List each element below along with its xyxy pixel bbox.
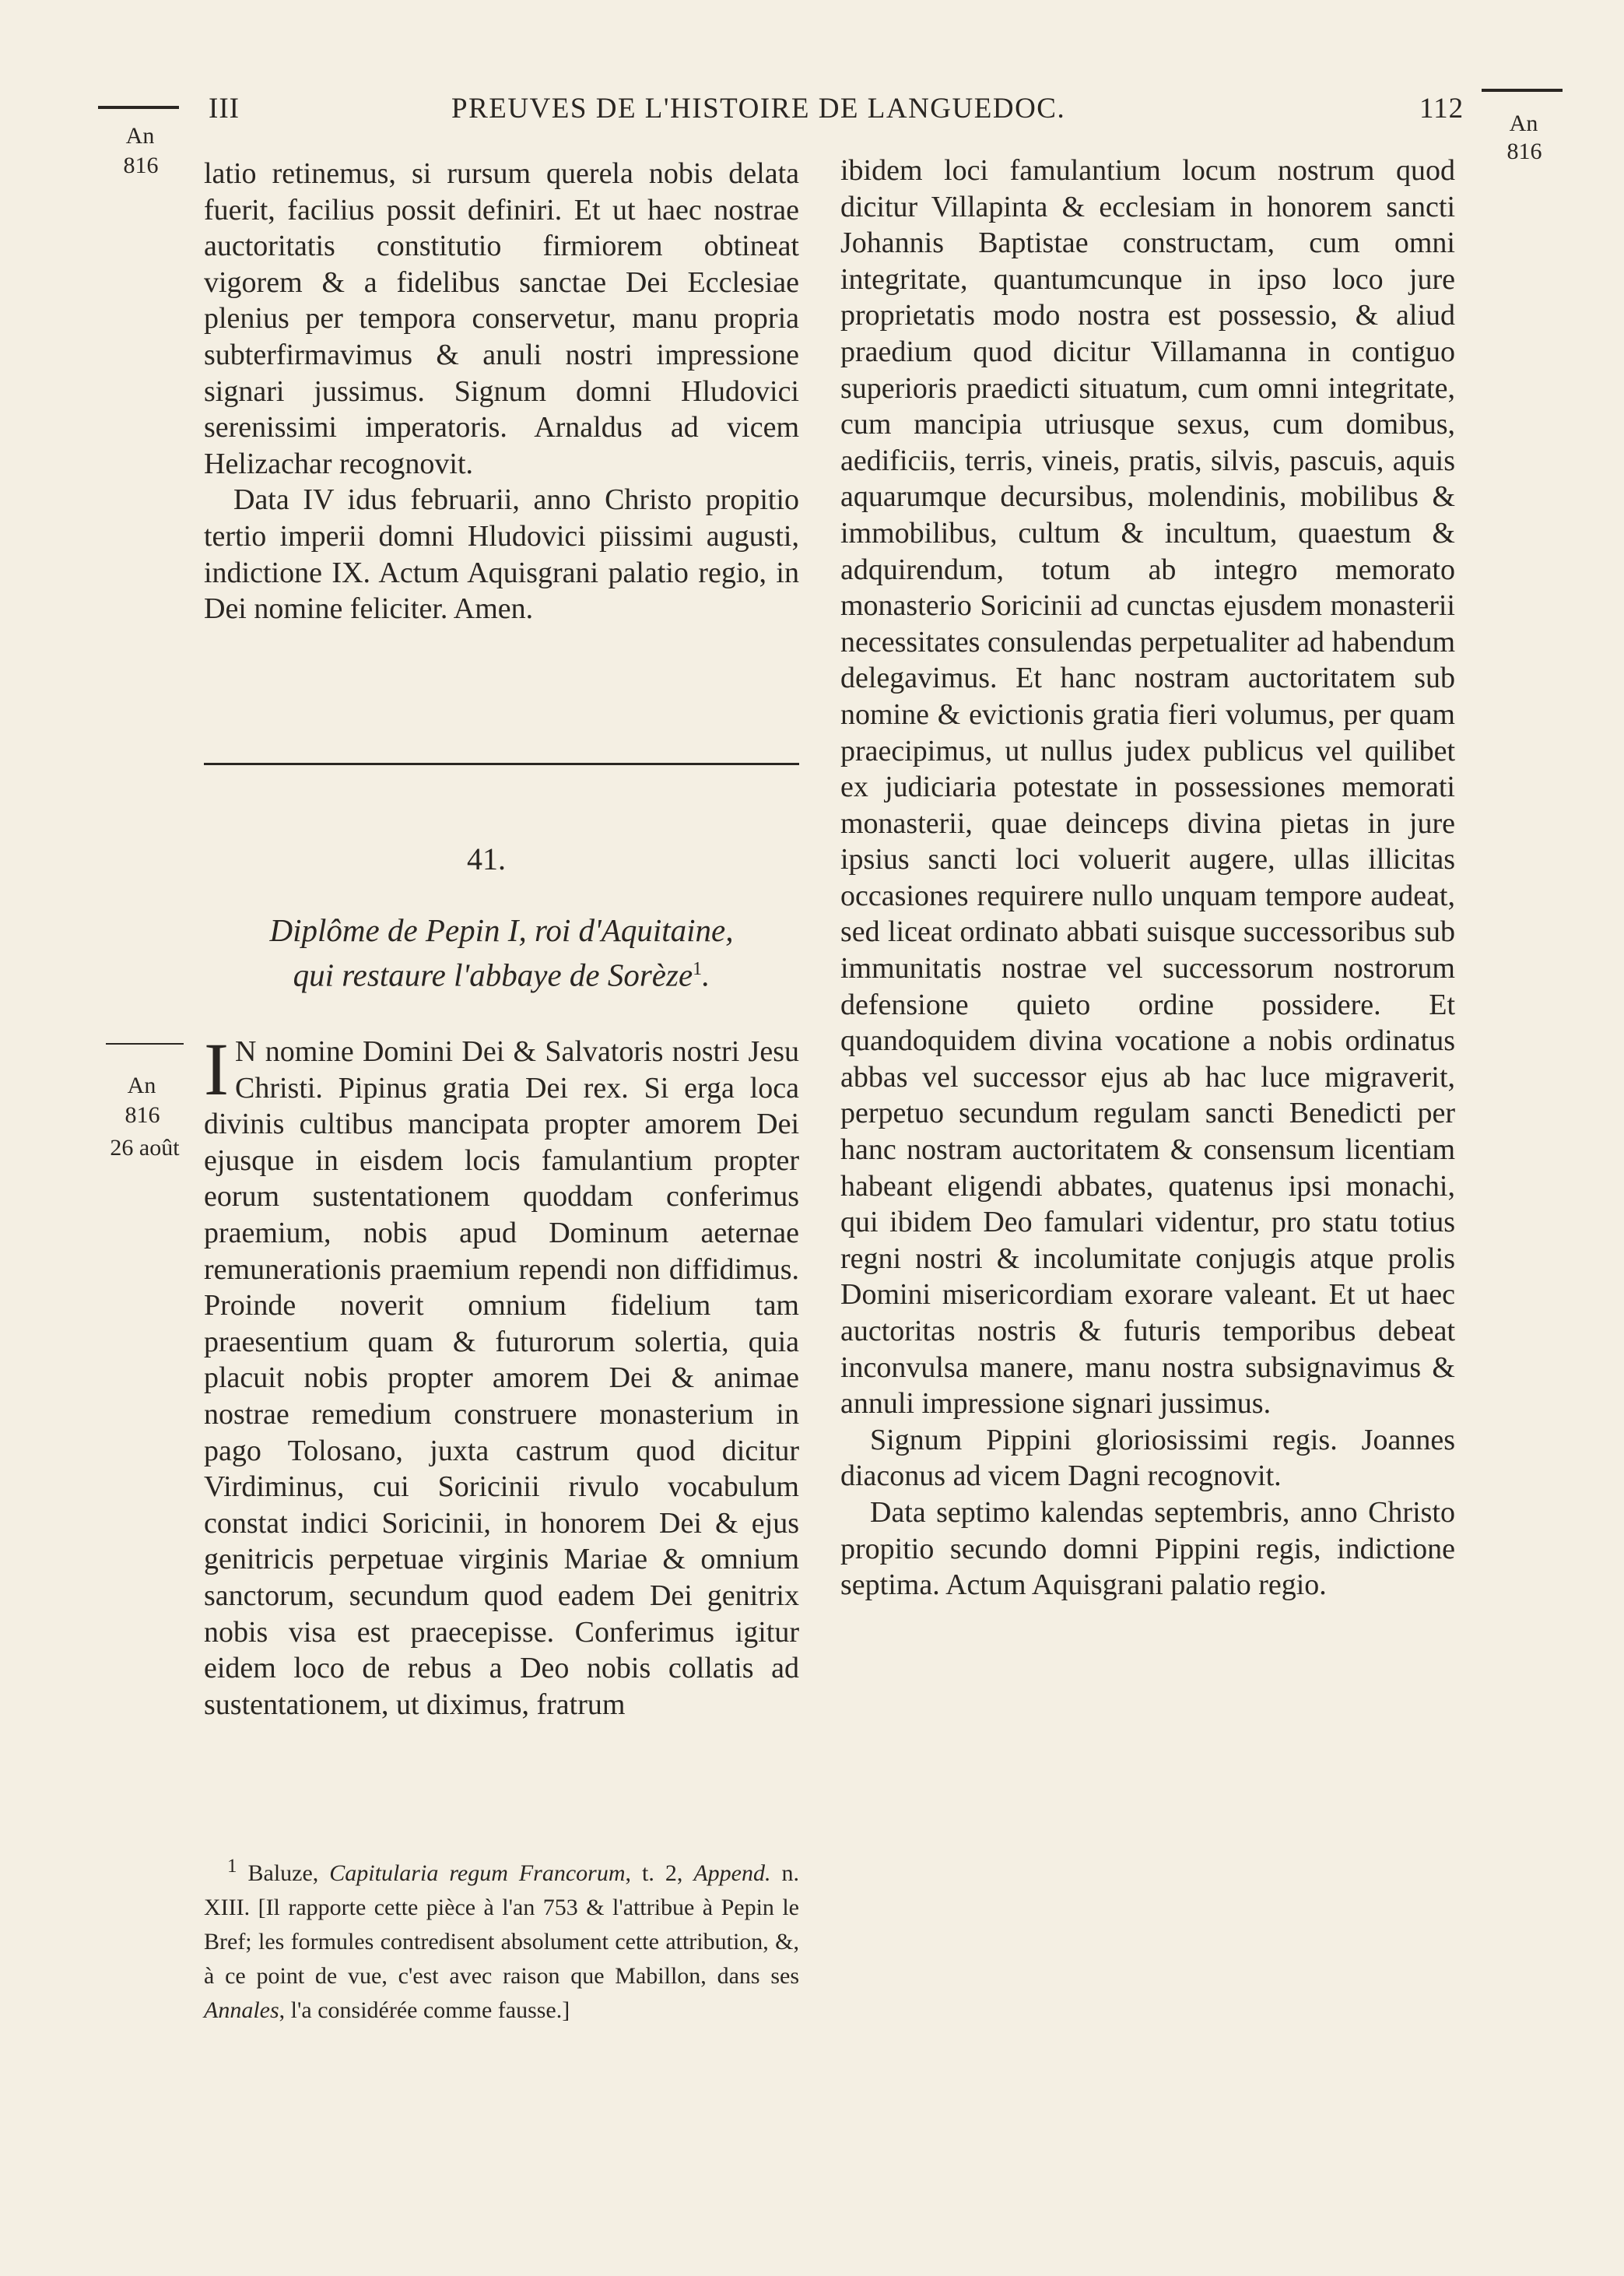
left-paragraph-1: latio retinemus, si rursum querela nobis delata fuerit, facilius possit definiri. Et ut haec nostrae auctoritatis constitutio firmiorem obtineat vigorem & a fidelibus sanctae Dei Ecclesiae plenius per tempora conservetur, manu propria subterfirmavimus & anuli nostri impressione signari jussimus. Signum domni Hludovici serenissimi imperatoris. Arnaldus ad vicem Helizachar recognovit. — [204, 157, 799, 480]
footnote-text-3: n. XIII. [Il rapporte cette pièce à l'an 753 & l'attribue à Pepin le Bref; les formules contredisent absolument cette attribution, &, à ce point de vue, c'est avec raison que Mabillon, dans ses — [204, 1860, 799, 1989]
document-title-line-1: Diplôme de Pepin I, roi d'Aquitaine, — [269, 912, 734, 948]
margin-year-top-left: 816 — [123, 153, 159, 178]
right-paragraph-2: Signum Pippini gloriosissimi regis. Joannes diaconus ad vicem Dagni recognovit. — [840, 1423, 1455, 1493]
left-page-number: III — [209, 93, 240, 125]
right-paragraph-1: ibidem loci famulantium locum nostrum quod dicitur Villapinta & ecclesiam in honorem sancti Johannis Baptistae constructam, cum omni integritate, quantumcunque in ipso loco jure proprietatis modo nostra est possessio, & aliud praedium quod dicitur Villamanna in contiguo superioris praedicti situatum, cum omni integritate, cum mancipia utriusque sexus, cum domibus, aedificiis, terris, vineis, pratis, silvis, pascuis, aquis aquarumque decursibus, molendinis, mobilibus & immobilibus, cultum & incultum, quaestum & adquirendum, totum ab integro memorato monasterio Soricinii ad cunctas ejusdem monasterii necessitates consulendas perpetualiter ad habendum delegavimus. Et hanc nostram auctoritatem sub nomine & evictionis gratia fieri volumus, per quam praecipimus, ut nullus judex publicus vel quilibet ex judiciaria potestate in possessiones memorati monasterii, quae deinceps divina pietas in jure ipsius sancti loci voluerit augere, ullas illicitas occasiones requirere nullo unquam tempore audeat, sed liceat ordinato abbati suisque successoribus sub immunitatis nostrae vel successorum nostrorum defensione quieto ordine possidere. Et quandoquidem divina vocatione a nobis ordinatus abbas vel successor ejus ab hac luce migraverit, perpetuo secundum regulam sancti Benedicti per hanc nostram auctoritatem & consensum licentiam habeant eligendi abbates, quatenus ipsi monachi, qui ibidem Deo famulari videntur, pro statu totius regni nostri & incolumitate conjugis atque prolis Domini misericordiam exorare valeant. Et ut haec auctoritas nostris & futuris temporibus debeat inconvulsa manere, manu nostra subsignavimus & annuli impressione signari jussimus. — [840, 154, 1455, 1421]
document-opening-paragraph — [204, 1027, 799, 1723]
document-number: 41. — [467, 841, 506, 876]
document-title — [204, 911, 799, 995]
right-page-number: 112 — [1419, 93, 1464, 125]
document-title-end: . — [702, 957, 710, 993]
running-title: PREUVES DE L'HISTOIRE DE LANGUEDOC. — [451, 93, 1066, 125]
margin-doc-an: An — [127, 1073, 156, 1098]
footnote-append: Append. — [693, 1860, 771, 1886]
margin-an-top-right: An — [1509, 111, 1538, 136]
footnote-text-1: Baluze, — [237, 1860, 330, 1886]
margin-doc-date: 26 août — [110, 1135, 180, 1161]
footnote-text-4: , l'a considérée comme fausse.] — [279, 1997, 570, 2023]
document-title-line-2: qui restaure l'abbaye de Sorèze — [293, 957, 693, 993]
footnote-text-2: , t. 2, — [625, 1860, 694, 1886]
margin-year-top-right: 816 — [1506, 139, 1542, 164]
document-body-text: N nomine Domini Dei & Salvatoris nostri Jesu Christi. Pipinus gratia Dei rex. Si erga loca divinis cultibus mancipata propter amorem Dei ejusque in eisdem locis famulantium propter eorum sustentationem quoddam conferimus praemium, nobis apud Dominum aeternae remunerationis praemium rependi non diffidimus. Proinde noverit omnium fidelium tam praesentium quam & futurorum solertia, quia placuit nobis propter amorem Dei & animae nostrae remedium construere monasterium in pago Tolosano, juxta castrum quod dicitur Virdiminus, cui Soricinii rivulo vocabulum constat indici Soricinii, in honorem Dei & ejus genitricis perpetuae virginis Mariae & omnium sanctorum, secundum quod eadem Dei genitrix nobis visa est praecepisse. Conferimus igitur eidem loco de rebus a Deo nobis collatis ad sustentationem, ut diximus, fratrum — [204, 1035, 799, 1721]
document-body-left — [204, 1027, 799, 1723]
section-divider — [204, 763, 799, 765]
margin-rule-top-left — [98, 106, 179, 109]
left-column-top — [204, 156, 799, 627]
right-paragraph-3: Data septimo kalendas septembris, anno Christo propitio secundo domni Pippini regis, indictione septima. Actum Aquisgrani palatio regio. — [840, 1495, 1455, 1602]
margin-an-top-left: An — [125, 123, 155, 149]
margin-rule-top-right — [1482, 89, 1563, 92]
footnote-work-title: Capitularia regum Francorum — [329, 1860, 626, 1886]
margin-rule-doc — [106, 1043, 184, 1045]
footnote-1 — [204, 1849, 799, 2028]
right-column — [840, 153, 1455, 1603]
footnotes — [204, 1849, 799, 2028]
footnote-annales: Annales — [204, 1997, 279, 2023]
footnote-marker: 1 — [227, 1856, 237, 1877]
drop-cap: I — [204, 1027, 229, 1111]
document-title-line-2-wrap — [204, 950, 799, 995]
margin-doc-year: 816 — [125, 1102, 160, 1128]
title-footnote-marker: 1 — [693, 959, 703, 979]
left-paragraph-2: Data IV idus februarii, anno Christo propitio tertio imperii domni Hludovici piissimi augusti, indictione IX. Actum Aquisgrani palatio regio, in Dei nomine feliciter. Amen. — [204, 483, 799, 626]
